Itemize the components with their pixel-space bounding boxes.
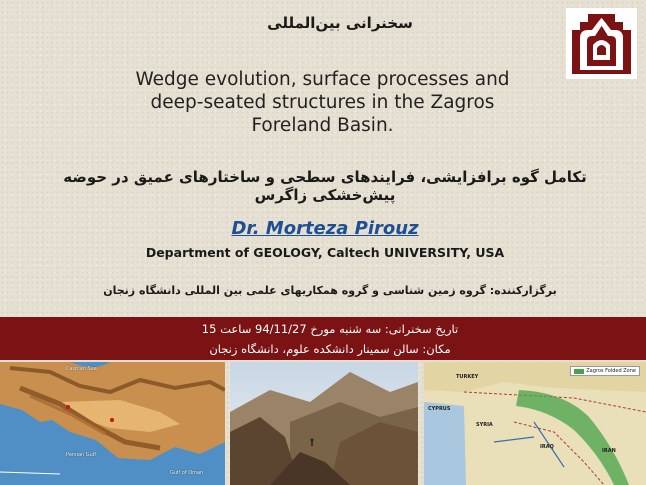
logo-emblem-icon	[566, 8, 637, 79]
event-label: سخنرانی بین‌المللی	[267, 14, 413, 32]
map-label-caspian: Caspian Sea	[66, 366, 97, 372]
talk-venue: مکان: سالن سمینار دانشکده علوم، دانشگاه زنجان	[209, 342, 451, 356]
talk-title-english: Wedge evolution, surface processes and deep-seated structures in the Zagros Foreland Basin.	[135, 69, 510, 136]
iran-map-graphic	[0, 362, 225, 485]
mountain-photo-graphic	[230, 362, 418, 485]
legend-label: Zagros Folded Zone	[586, 368, 636, 374]
map-label-cyprus: CYPRUS	[428, 406, 451, 412]
university-logo	[566, 8, 637, 79]
map-label-iran: IRAN	[602, 448, 616, 454]
map-legend	[570, 366, 640, 376]
map-label-syria: SYRIA	[476, 422, 493, 428]
speaker-name: Dr. Morteza Pirouz	[231, 218, 419, 239]
zagros-region-map	[424, 362, 646, 485]
map-label-persian-gulf: Persian Gulf	[66, 452, 96, 458]
speaker-affiliation: Department of GEOLOGY, Caltech UNIVERSITY, USA	[145, 245, 505, 260]
talk-date: تاریخ سخنرانی: سه شنبه مورخ 94/11/27 ساعت 15	[201, 322, 459, 336]
iran-relief-map	[0, 362, 225, 485]
map-label-turkey: TURKEY	[456, 374, 479, 380]
map-label-iraq: IRAQ	[540, 444, 554, 450]
organizers-line: برگزارکننده: گروه زمین شناسی و گروه همکاریهای علمی بین المللی دانشگاه زنجان	[103, 284, 557, 297]
map-label-gulf-oman: Gulf of Oman	[170, 470, 204, 476]
zagros-map-graphic	[424, 362, 646, 485]
field-photo	[230, 362, 418, 485]
legend-swatch	[574, 369, 584, 374]
talk-title-persian: تکامل گوه برافزایشی، فرایندهای سطحی و ساختارهای عمیق در حوضه پیش‌خشکی زاگرس	[63, 168, 587, 204]
